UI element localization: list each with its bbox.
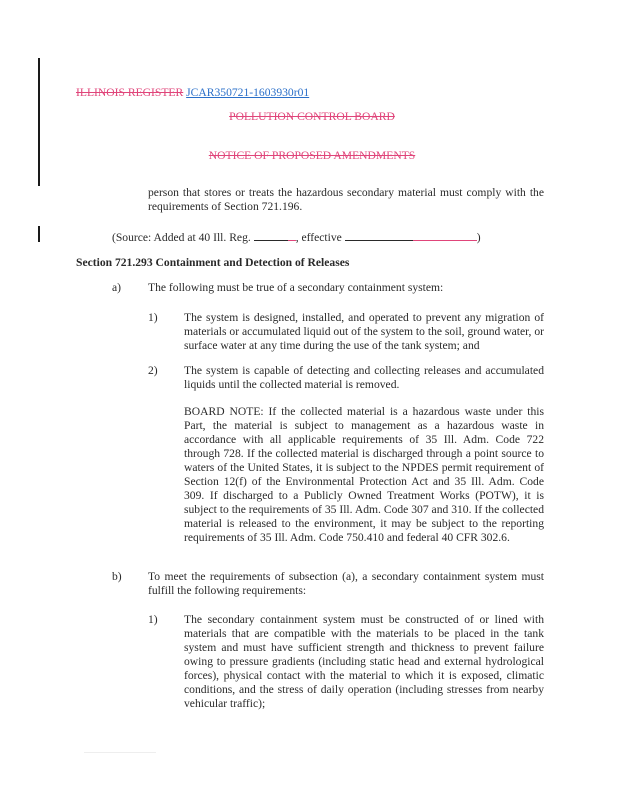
source-reg-blank-struck — [288, 229, 296, 241]
source-date-blank-struck — [413, 229, 477, 241]
item-a2-text: The system is capable of detecting and collecting releases and accumulated liquids until the collected material is removed. — [184, 364, 544, 391]
footer-divider — [84, 752, 156, 753]
notice-struck: NOTICE OF PROPOSED AMENDMENTS — [208, 149, 416, 162]
item-b-text: To meet the requirements of subsection (a), a secondary containment system must fulfill the following requirements: — [148, 570, 544, 597]
board-header — [0, 110, 624, 124]
notice-header — [0, 149, 624, 163]
source-line — [112, 229, 481, 245]
source-middle: , effective — [295, 231, 345, 244]
intro-paragraph: person that stores or treats the hazardous secondary material must comply with the requirements of Section 721.196. — [148, 186, 544, 213]
item-b-label: b) — [112, 570, 122, 583]
item-a-label: a) — [112, 281, 122, 294]
item-a-text: The following must be true of a secondary containment system: — [148, 281, 444, 294]
register-code: JCAR350721-1603930r01 — [186, 86, 310, 99]
source-reg-blank — [254, 229, 288, 241]
register-struck: ILLINOIS REGISTER — [76, 86, 184, 99]
source-suffix: ) — [476, 231, 481, 244]
item-a1-text: The system is designed, installed, and operated to prevent any migration of materials or accumulated liquid out of the system to the soil, ground water, or surface water at any time during the use of the tank system; and — [184, 311, 544, 352]
section-heading: Section 721.293 Containment and Detection of Releases — [76, 256, 350, 269]
source-prefix: (Source: Added at 40 Ill. Reg. — [112, 231, 254, 244]
board-struck: POLLUTION CONTROL BOARD — [229, 110, 395, 123]
change-bar-source — [38, 226, 40, 242]
board-note: BOARD NOTE: If the collected material is a hazardous waste under this Part, the material is subject to management as a hazardous waste in accordance with all applicable requirements of 35 Ill. Adm. Code 722 through 728. If the collected material is discharged through a point source to waters of the United States, it is subject to the NPDES permit requirement of Section 12(f) of the Environmental Protection Act and 35 Ill. Adm. Code 309. If discharged to a Publicly Owned Treatment Works (POTW), it is subject to the requirements of 35 Ill. Adm. Code 307 and 310. If the collected material is released to the environment, it may be subject to the reporting requirements of 35 Ill. Adm. Code 750.410 and federal 40 CFR 302.6. — [184, 405, 544, 544]
source-date-blank — [345, 229, 413, 241]
register-header — [76, 86, 309, 100]
item-b1-text: The secondary containment system must be constructed of or lined with materials that are compatible with the materials to be placed in the tank system and must have sufficient strength and thickness to prevent failure owing to pressure gradients (including static head and external hydrological forces), physical contact with the material to which it is exposed, climatic conditions, and the stress of daily operation (including stresses from nearby vehicular traffic); — [184, 613, 544, 710]
item-a2-label: 2) — [148, 364, 158, 377]
item-b1-label: 1) — [148, 613, 158, 626]
item-a1-label: 1) — [148, 311, 158, 324]
